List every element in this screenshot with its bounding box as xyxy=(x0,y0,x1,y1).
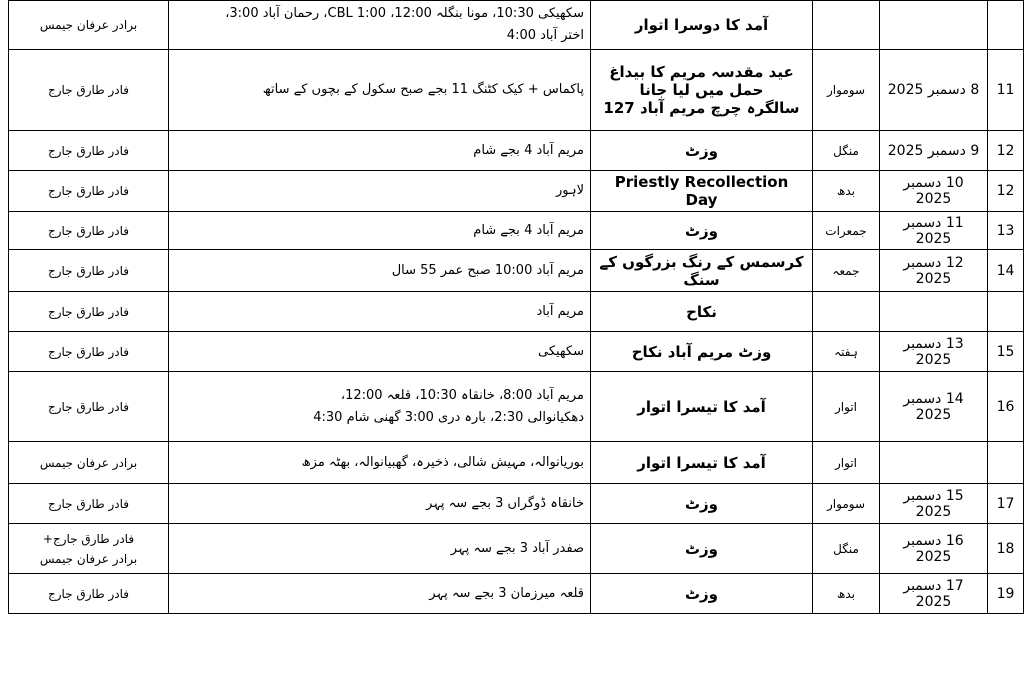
officiant-cell-line: برادر عرفان جیمس xyxy=(39,18,138,32)
officiant-cell xyxy=(9,171,169,212)
serial-number-cell: 17 xyxy=(988,484,1024,524)
place-time-cell xyxy=(169,212,591,250)
place-time-cell-line: صفدر آباد 3 بجے سہ پہر xyxy=(450,540,584,556)
officiant-cell-line: فادر طارق جارج xyxy=(47,143,130,158)
place-time-cell-line: پاکماس + کیک کٹنگ 11 بجے صبح سکول کے بچوں کے ساتھ xyxy=(262,82,584,97)
day-cell: بدھ xyxy=(813,171,880,212)
day-cell xyxy=(813,1,880,50)
event-cell xyxy=(591,484,813,524)
table-row xyxy=(9,574,1024,614)
officiant-cell xyxy=(9,1,169,50)
officiant-cell-line: برادر عرفان جیمس xyxy=(39,455,138,470)
event-cell xyxy=(591,372,813,442)
officiant-cell xyxy=(9,524,169,574)
date-cell: 14 دسمبر 2025 xyxy=(880,372,988,442)
day-cell: منگل xyxy=(813,131,880,171)
place-time-cell-line: سکھیکی xyxy=(537,343,584,359)
place-time-cell xyxy=(169,442,591,484)
serial-number-cell: 13 xyxy=(988,212,1024,250)
date-cell: 15 دسمبر 2025 xyxy=(880,484,988,524)
event-cell-line: آمد کا دوسرا اتوار xyxy=(634,16,769,34)
serial-number-cell xyxy=(988,1,1024,50)
day-cell: جمعرات xyxy=(813,212,880,250)
day-cell: سوموار xyxy=(813,50,880,131)
table-row xyxy=(9,212,1024,250)
date-cell xyxy=(880,292,988,332)
serial-number-cell: 12 xyxy=(988,131,1024,171)
officiant-cell xyxy=(9,131,169,171)
table-row xyxy=(9,332,1024,372)
event-cell xyxy=(591,524,813,574)
schedule-rows xyxy=(9,1,1024,614)
event-cell-line: وزٹ xyxy=(684,221,719,240)
place-time-cell xyxy=(169,50,591,131)
event-cell xyxy=(591,50,813,131)
officiant-cell-line: فادر طارق جارج xyxy=(47,263,130,278)
table-row xyxy=(9,292,1024,332)
officiant-cell xyxy=(9,212,169,250)
table-row xyxy=(9,250,1024,292)
officiant-cell-line: فادر طارق جارج+ xyxy=(42,531,135,546)
place-time-cell xyxy=(169,250,591,292)
date-cell: 16 دسمبر 2025 xyxy=(880,524,988,574)
event-cell xyxy=(591,292,813,332)
place-time-cell xyxy=(169,372,591,442)
place-time-cell-line: مریم آباد 4 بجے شام xyxy=(473,222,584,238)
day-cell xyxy=(813,292,880,332)
place-time-cell-line: مریم آباد xyxy=(536,303,584,319)
place-time-cell xyxy=(169,524,591,574)
day-cell: سوموار xyxy=(813,484,880,524)
date-cell xyxy=(880,442,988,484)
event-cell-line: نکاح xyxy=(686,302,717,321)
event-cell-line: وزٹ xyxy=(684,584,719,603)
place-time-cell-line: مریم آباد 4 بجے شام xyxy=(473,142,584,158)
place-time-cell-line: قلعہ میرزمان 3 بجے سہ پہر xyxy=(429,585,584,601)
table-row xyxy=(9,442,1024,484)
event-cell-line: آمد کا تیسرا اتوار xyxy=(637,453,766,472)
date-cell: 11 دسمبر 2025 xyxy=(880,212,988,250)
place-time-cell-line: سکھیکی 10:30، مونا بنگلہ 12:00، CBL 1:00، رحمان آباد 3:00، xyxy=(225,6,584,21)
day-cell: اتوار xyxy=(813,442,880,484)
date-cell xyxy=(880,1,988,50)
table-row xyxy=(9,131,1024,171)
table-row xyxy=(9,372,1024,442)
officiant-cell xyxy=(9,292,169,332)
date-cell: 13 دسمبر 2025 xyxy=(880,332,988,372)
event-cell xyxy=(591,1,813,50)
officiant-cell xyxy=(9,250,169,292)
serial-number-cell: 11 xyxy=(988,50,1024,131)
serial-number-cell: 15 xyxy=(988,332,1024,372)
place-time-cell xyxy=(169,292,591,332)
officiant-cell xyxy=(9,442,169,484)
place-time-cell-line: اختر آباد 4:00 xyxy=(506,28,584,43)
place-time-cell-line: دھکیانوالی 2:30، بارہ دری 3:00 گھنی شام 4:30 xyxy=(313,409,584,425)
event-cell xyxy=(591,332,813,372)
place-time-cell xyxy=(169,1,591,50)
event-cell-line: Priestly Recollection Day xyxy=(614,173,789,209)
serial-number-cell: 16 xyxy=(988,372,1024,442)
place-time-cell-line: لاہور xyxy=(555,183,584,198)
serial-number-cell: 19 xyxy=(988,574,1024,614)
date-cell: 17 دسمبر 2025 xyxy=(880,574,988,614)
officiant-cell xyxy=(9,332,169,372)
table-row xyxy=(9,50,1024,131)
table-row xyxy=(9,484,1024,524)
event-cell xyxy=(591,574,813,614)
place-time-cell-line: بوریانوالہ، مہیش شالی، ذخیرہ، گھبیانوالہ، بھٹہ مزھ xyxy=(301,454,584,470)
place-time-cell xyxy=(169,171,591,212)
date-cell: 9 دسمبر 2025 xyxy=(880,131,988,171)
event-cell-line: آمد کا تیسرا اتوار xyxy=(637,397,766,416)
schedule-table xyxy=(8,0,1024,614)
officiant-cell xyxy=(9,484,169,524)
place-time-cell xyxy=(169,332,591,372)
event-cell-line: وزٹ xyxy=(684,494,719,513)
event-cell xyxy=(591,212,813,250)
officiant-cell-line: فادر طارق جارج xyxy=(47,304,130,319)
event-cell xyxy=(591,131,813,171)
officiant-cell xyxy=(9,50,169,131)
officiant-cell-line: فادر طارق جارج xyxy=(47,496,130,511)
table-row xyxy=(9,524,1024,574)
officiant-cell-line: فادر طارق جارج xyxy=(47,586,130,601)
table-row xyxy=(9,1,1024,50)
event-cell-line: وزٹ xyxy=(684,141,719,160)
day-cell: اتوار xyxy=(813,372,880,442)
officiant-cell-line: فادر طارق جارج xyxy=(47,344,130,359)
serial-number-cell xyxy=(988,292,1024,332)
place-time-cell xyxy=(169,131,591,171)
day-cell: جمعہ xyxy=(813,250,880,292)
officiant-cell xyxy=(9,372,169,442)
officiant-cell-line: فادر طارق جارج xyxy=(47,83,130,97)
event-cell xyxy=(591,442,813,484)
serial-number-cell xyxy=(988,442,1024,484)
table-row xyxy=(9,171,1024,212)
day-cell: منگل xyxy=(813,524,880,574)
serial-number-cell: 18 xyxy=(988,524,1024,574)
date-cell: 8 دسمبر 2025 xyxy=(880,50,988,131)
officiant-cell-line: فادر طارق جارج xyxy=(47,399,130,414)
place-time-cell-line: مریم آباد 10:00 صبح عمر 55 سال xyxy=(391,262,584,278)
day-cell: ہفتہ xyxy=(813,332,880,372)
place-time-cell-line: خانقاہ ڈوگراں 3 بجے سہ پہر xyxy=(426,495,584,511)
officiant-cell xyxy=(9,574,169,614)
place-time-cell xyxy=(169,574,591,614)
event-cell-line: کرسمس کے رنگ بزرگوں کے سنگ xyxy=(599,252,804,289)
officiant-cell-line: فادر طارق جارج xyxy=(47,184,130,198)
event-cell-line: وزٹ xyxy=(684,539,719,558)
officiant-cell-line: فادر طارق جارج xyxy=(47,223,130,238)
date-cell: 10 دسمبر 2025 xyxy=(880,171,988,212)
day-cell: بدھ xyxy=(813,574,880,614)
officiant-cell-line: برادر عرفان جیمس xyxy=(39,551,138,566)
event-cell xyxy=(591,250,813,292)
place-time-cell-line: مریم آباد 8:00، خانقاہ 10:30، قلعہ 12:00، xyxy=(340,387,584,403)
serial-number-cell: 14 xyxy=(988,250,1024,292)
date-cell: 12 دسمبر 2025 xyxy=(880,250,988,292)
event-cell-line: سالگرہ چرچ مریم آباد 127 xyxy=(603,99,800,117)
event-cell-line: عید مقدسہ مریم کا بیداغ حمل میں لیا جانا xyxy=(609,63,794,99)
place-time-cell xyxy=(169,484,591,524)
event-cell xyxy=(591,171,813,212)
serial-number-cell: 12 xyxy=(988,171,1024,212)
event-cell-line: وزٹ مریم آباد نکاح xyxy=(631,342,772,361)
